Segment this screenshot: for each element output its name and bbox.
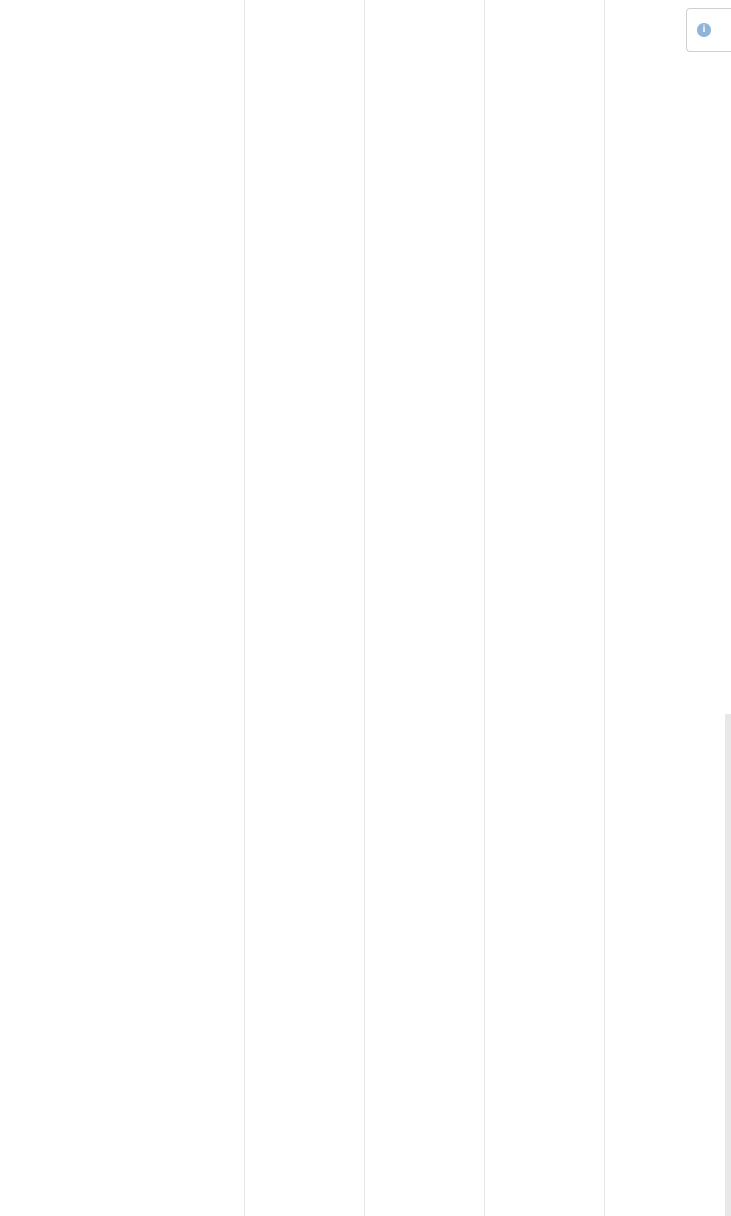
- column-divider: [484, 0, 485, 1216]
- info-icon: i: [697, 23, 711, 37]
- column-divider: [604, 0, 605, 1216]
- column-divider: [364, 0, 365, 1216]
- column-divider: [244, 0, 245, 1216]
- vertical-scrollbar[interactable]: [725, 714, 731, 1216]
- info-tooltip: [686, 8, 731, 52]
